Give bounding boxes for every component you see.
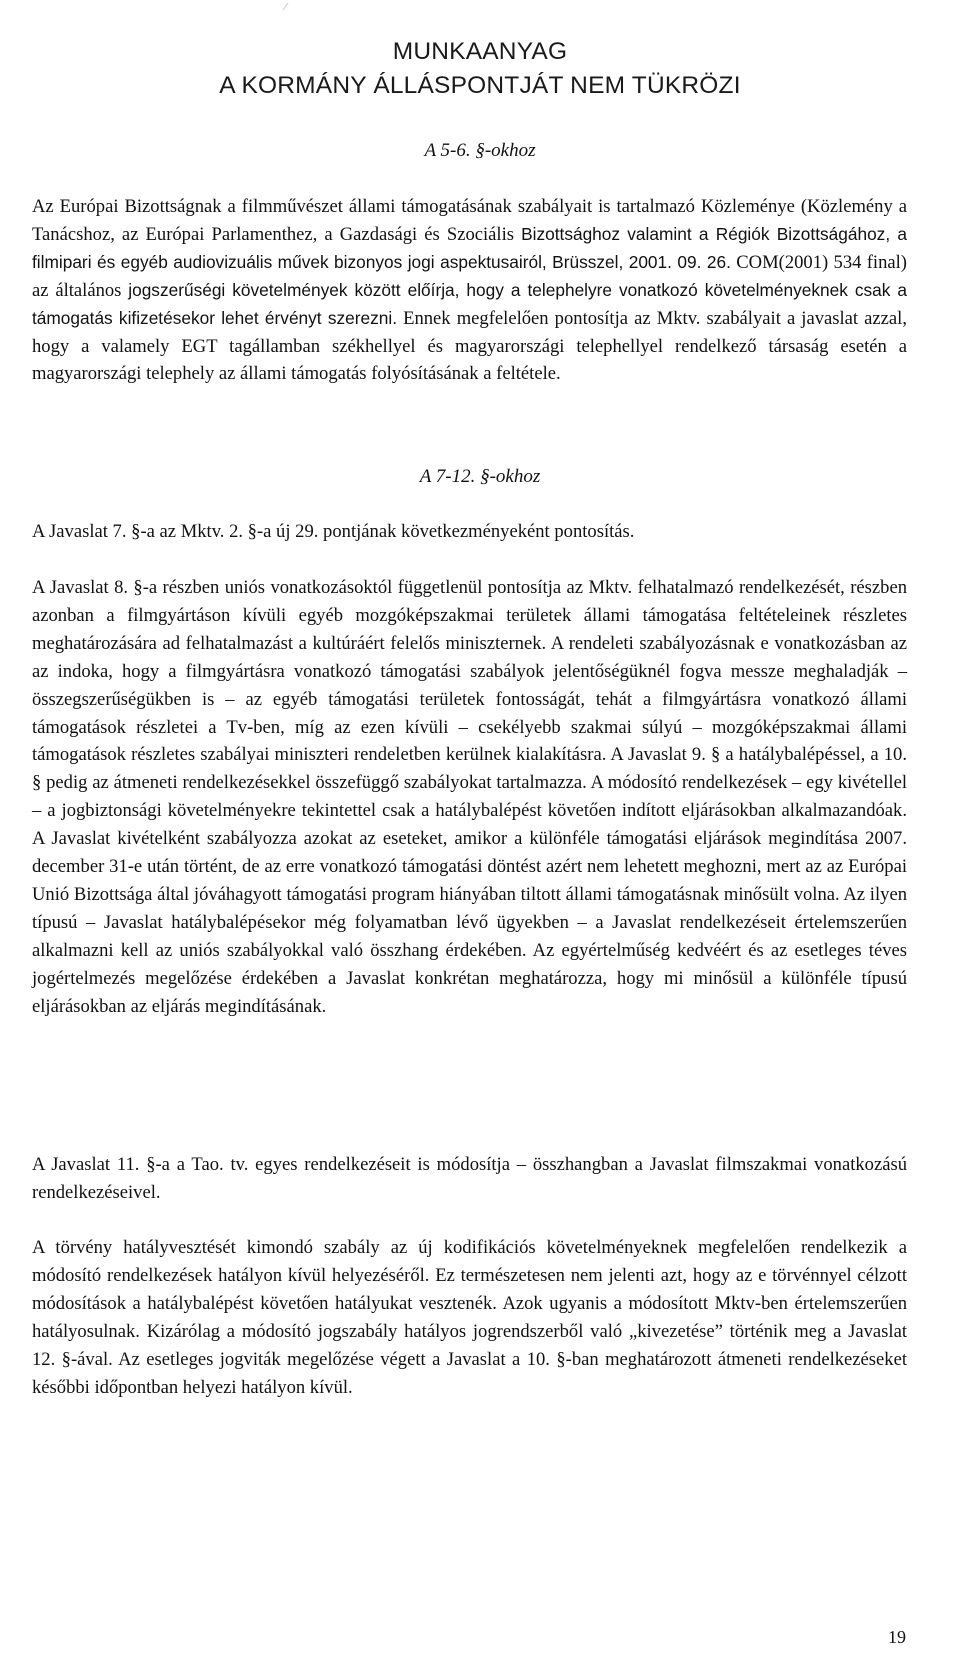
paragraph-run: Ennek megfelelően pontosítja az Mktv. szabályait a javaslat azzal, hogy a valamely EGT tagállamban székhellyel és magyarországi telephellyel rendelkező társaság esetén a magyarországi telephely az állami támogatás folyósításának a feltétele. [32,307,907,385]
section-heading-5-6: A 5-6. §-okhoz [424,140,536,161]
scan-mark [283,3,289,11]
paragraph: A Javaslat 8. §-a részben uniós vonatkozásoktól függetlenül pontosítja az Mktv. felhatalmazó rendelkezését, részben azonban a filmgyártáson kívüli egyéb mozgóképszakmai területek állami támogatása feltételeinek részletes meghatározására ad felhatalmazást a kultúráért felelős miniszternek. A rendeleti szabályozásnak e vonatkozásban az az indoka, hogy a filmgyártásra vonatkozó támogatási szabályok jelentőségüknél fogva messze meghaladják – összegszerűségükben is – az egyéb támogatási területek fontosságát, tehát a filmgyártásra vonatkozó állami támogatások részletei a Tv-ben, míg az ezen kívüli – csekélyebb szakmai súlyú – mozgóképszakmai állami támogatások részletes szabályai miniszteri rendeletben kerülnek kialakításra. A Javaslat 9. § a hatálybalépéssel, a 10. § pedig az átmeneti rendelkezésekkel összefüggő szabályokat tartalmazza. A módosító rendelkezések – egy kivétellel – a jogbiztonsági követelményekre tekintettel csak a hatálybalépést követően indított eljárásokban alkalmazandóak. A Javaslat kivételként szabályozza azokat az eseteket, amikor a különféle támogatási eljárások megindítása 2007. december 31-e után történt, de az erre vonatkozó támogatási döntést azért nem lehetett meghozni, mert az az Európai Unió Bizottsága által jóváhagyott támogatási program hiányában tiltott állami támogatásnak minősült volna. Az ilyen típusú – Javaslat hatálybalépésekor még folyamatban lévő ügyekben – a Javaslat rendelkezéseit értelemszerűen alkalmazni kell az uniós szabályokkal való összhang érdekében. Az egyértelműség kedvéért és az esetleges téves jogértelmezés megelőzése érdekében a Javaslat konkrétan meghatározza, hogy mi minősül a különféle típusú eljárásokban az eljárás megindításának. [32,577,907,1017]
paragraph: A Javaslat 11. §-a a Tao. tv. egyes rendelkezéseit is módosítja – összhangban a Javaslat filmszakmai vonatkozású rendelkezéseivel. [32,1154,907,1203]
paragraph-run: Bizottsághoz valamint a Régiók Bizottságához, a filmipari és egyéb audiovizuális művek bizonyos jogi aspektusairól, Brüsszel, 2001. 09. 26. [32,223,907,272]
section-heading-7-12: A 7-12. §-okhoz [419,466,541,487]
paragraph-run: Az Európai Bizottságnak a filmművészet állami támogatásának szabályait is tartalmazó Közleménye (Közlemény a Tanácshoz, az Európai Parlamenthez, a Gazdasági és Szociális [32,196,907,245]
paragraph-javaslat-11 [32,1151,907,1207]
paragraph-run: COM(2001) 534 final) az általános [32,251,907,301]
page-number: 19 [888,1627,906,1647]
paragraph-javaslat-8 [32,574,907,1021]
header-line-2: A KORMÁNY ÁLLÁSPONTJÁT NEM TÜKRÖZI [219,72,741,99]
paragraph: A törvény hatályvesztését kimondó szabály az új kodifikációs követelményeknek megfelelően rendelkezik a módosító rendelkezések hatályon kívül helyezéséről. Ez természetesen nem jelenti azt, hogy az e törvénnyel célzott módosítások a hatálybalépést követően hatályukat vesztenék. Azok ugyanis a módosított Mktv-ben értelemszerűen hatályosulnak. Kizárólag a módosító jogszabály hatályos jogrendszerből való „kivezetése” történik meg a Javaslat 12. §-ával. Az esetleges jogviták megelőzése végett a Javaslat a 10. §-ban meghatározott átmeneti rendelkezéseket későbbi időpontban helyezi hatályon kívül. [32,1237,907,1398]
paragraph-javaslat-7 [32,518,907,546]
section-5-6-paragraph [32,193,907,388]
header-line-1: MUNKAANYAG [392,38,568,65]
paragraph-hatalyvesztes [32,1234,907,1401]
paragraph-run: jogszerűségi követelmények között előírja, hogy a telephelyre vonatkozó követelményeknek csak a támogatás kifizetésekor lehet érvényt szerezni. [32,279,907,328]
paragraph: A Javaslat 7. §-a az Mktv. 2. §-a új 29. pontjának következményeként pontosítás. [32,521,635,542]
